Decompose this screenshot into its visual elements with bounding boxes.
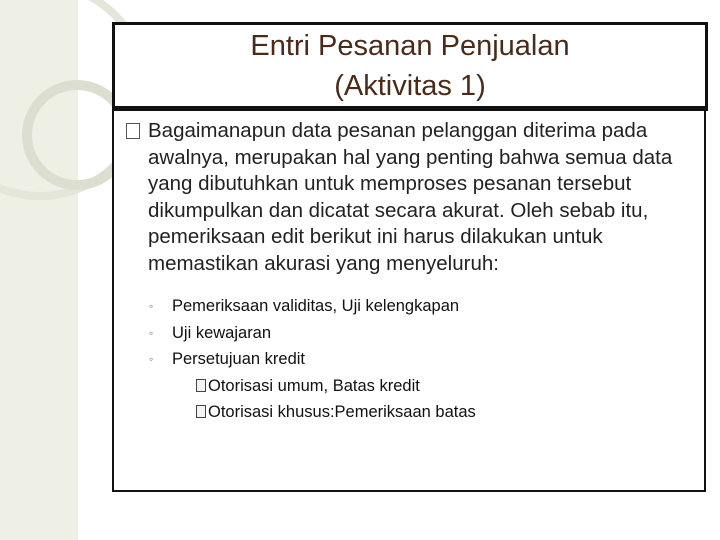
slide-body bbox=[126, 118, 696, 426]
sub-bullet-item bbox=[148, 320, 696, 347]
sub-sub-bullet-text: Otorisasi khusus:Pemeriksaan batas bbox=[208, 403, 476, 421]
main-bullet bbox=[126, 118, 696, 277]
sub-sub-bullet-item bbox=[148, 373, 696, 400]
sub-bullet-item bbox=[148, 346, 696, 373]
slide-title-line-1: Entri Pesanan Penjualan bbox=[250, 29, 570, 62]
main-bullet-text: Bagaimanapun data pesanan pelanggan diterima pada awalnya, merupakan hal yang penting bahwa semua data yang dibutuhkan untuk memproses pesanan tersebut dikumpulkan dan dicatat secara akurat. Oleh sebab itu, pemeriksaan edit berikut ini harus dilakukan untuk memastikan akurasi yang menyeluruh: bbox=[148, 119, 673, 275]
sub-bullet-text: Uji kewajaran bbox=[172, 323, 272, 342]
circle-bullet-icon: ◦ bbox=[149, 352, 154, 366]
slide-title-line-2: (Aktivitas 1) bbox=[334, 69, 486, 102]
circle-bullet-icon: ◦ bbox=[149, 299, 154, 313]
missing-glyph-icon bbox=[196, 405, 206, 418]
sub-sub-bullet-item bbox=[148, 399, 696, 426]
missing-glyph-icon bbox=[196, 379, 206, 392]
square-bullet-icon bbox=[126, 123, 140, 139]
sub-bullet-list bbox=[148, 293, 696, 426]
sub-bullet-text: Pemeriksaan validitas, Uji kelengkapan bbox=[172, 297, 460, 315]
slide-title-box bbox=[112, 22, 708, 111]
sub-bullet-text: Persetujuan kredit bbox=[172, 350, 305, 368]
circle-bullet-icon: ◦ bbox=[149, 325, 154, 340]
sub-sub-bullet-text: Otorisasi umum, Batas kredit bbox=[208, 376, 420, 395]
sub-bullet-item bbox=[148, 293, 696, 320]
